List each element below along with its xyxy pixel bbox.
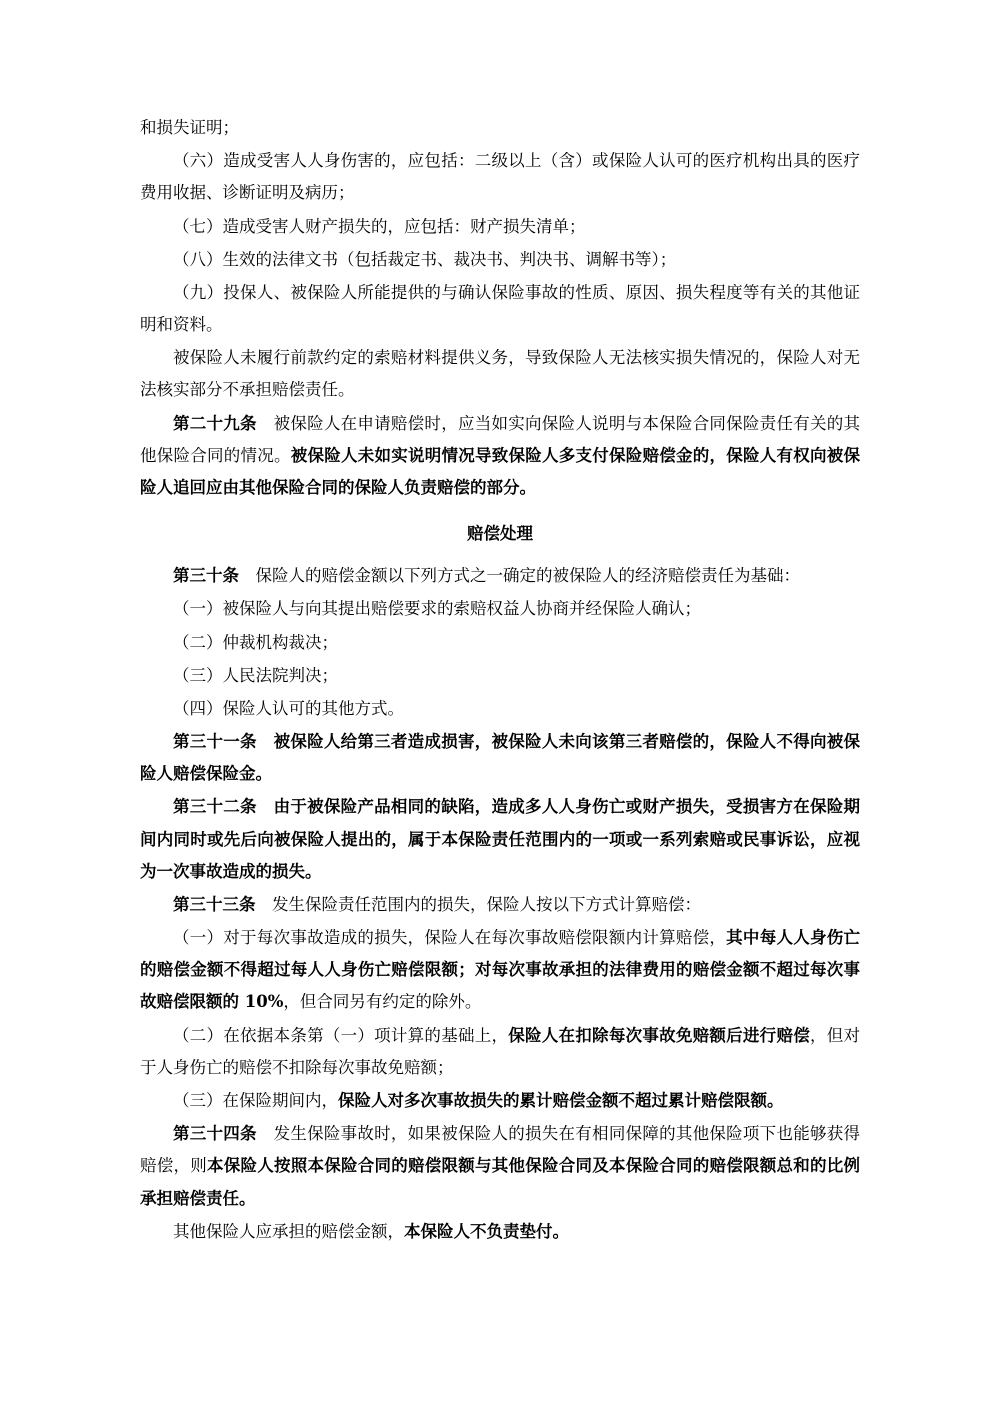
paragraph xyxy=(140,244,860,276)
paragraph xyxy=(140,277,860,341)
emphasis-text: 被保险人未如实说明情况导致保险人多支付保险赔偿金的，保险人有权向被保险人追回应由其他保险合同的保险人负责赔偿的部分。 xyxy=(140,445,860,497)
document-body xyxy=(140,112,860,1248)
emphasis-text: 赔偿处理 xyxy=(467,524,533,544)
body-text: 其他保险人应承担的赔偿金额， xyxy=(173,1221,404,1241)
paragraph xyxy=(140,922,860,1019)
body-text: ，但对于人身伤亡的赔偿不扣除每次事故免赔额； xyxy=(140,1025,861,1077)
body-text: （七）造成受害人财产损失的，应包括：财产损失清单； xyxy=(173,216,586,236)
paragraph xyxy=(140,342,860,406)
paragraph xyxy=(140,726,860,790)
body-text: （一）对于每次事故造成的损失，保险人在每次事故赔偿限额内计算赔偿， xyxy=(173,928,727,948)
paragraph xyxy=(140,560,860,592)
body-text: （三）人民法院判决； xyxy=(173,665,338,685)
paragraph xyxy=(140,660,860,692)
emphasis-text: 第二十九条 xyxy=(173,413,257,433)
paragraph xyxy=(140,1085,860,1117)
paragraph xyxy=(140,889,860,921)
paragraph xyxy=(140,408,860,505)
body-text: 发生保险责任范围内的损失，保险人按以下方式计算赔偿： xyxy=(255,894,701,914)
body-text: 发生保险事故时，如果被保险人的损失在有相同保障的其他保险项下也能够获得赔偿，则 xyxy=(140,1124,860,1176)
emphasis-text: 本保险人不负责垫付。 xyxy=(404,1221,569,1241)
body-text: （一）被保险人与向其提出赔偿要求的索赔权益人协商并经保险人确认； xyxy=(173,599,701,619)
emphasis-text: 第三十一条 xyxy=(173,732,257,752)
paragraph xyxy=(140,593,860,625)
emphasis-text: 保险人对多次事故损失的累计赔偿金额不超过累计赔偿限额。 xyxy=(338,1090,784,1110)
body-text: （八）生效的法律文书（包括裁定书、裁决书、判决书、调解书等）； xyxy=(173,249,677,269)
emphasis-text: 保险人在扣除每次事故免赔额后进行赔偿 xyxy=(508,1025,810,1045)
emphasis-text: 其中每人人身伤亡的赔偿金额不得超过每人人身伤亡赔偿限额；对每次事故承担的法律费用的赔偿金额不超过每次事故赔偿限额的 10% xyxy=(140,928,861,1012)
paragraph xyxy=(140,791,860,888)
body-text: （六）造成受害人人身伤害的，应包括：二级以上（含）或保险人认可的医疗机构出具的医疗费用收据、诊断证明及病历； xyxy=(140,151,860,203)
body-text: （九）投保人、被保险人所能提供的与确认保险事故的性质、原因、损失程度等有关的其他证明和资料。 xyxy=(140,282,860,335)
paragraph xyxy=(140,627,860,659)
paragraph xyxy=(140,1216,860,1248)
emphasis-text: 第三十三条 xyxy=(173,894,256,914)
body-text: ，但合同另有约定的除外。 xyxy=(283,992,482,1012)
body-text: 被保险人在申请赔偿时，应当如实向保险人说明与本保险合同保险责任有关的其他保险合同的情况。 xyxy=(140,413,860,465)
paragraph xyxy=(140,1020,860,1084)
paragraph xyxy=(140,1118,860,1215)
body-text: （四）保险人认可的其他方式。 xyxy=(173,698,404,718)
emphasis-text: 第三十条 xyxy=(173,566,239,586)
body-text: （三）在保险期间内， xyxy=(173,1090,338,1110)
emphasis-text: 被保险人给第三者造成损害，被保险人未向该第三者赔偿的，保险人不得向被保险人赔偿保险金。 xyxy=(140,732,860,784)
section-heading xyxy=(140,518,860,550)
paragraph xyxy=(140,693,860,725)
body-text: 被保险人未履行前款约定的索赔材料提供义务，导致保险人无法核实损失情况的，保险人对无法核实部分不承担赔偿责任。 xyxy=(140,348,860,400)
body-text: （二）在依据本条第（一）项计算的基础上， xyxy=(173,1025,509,1045)
body-text: 保险人的赔偿金额以下列方式之一确定的被保险人的经济赔偿责任为基础： xyxy=(239,566,800,586)
paragraph xyxy=(140,112,860,144)
body-text: （二）仲裁机构裁决； xyxy=(173,632,338,652)
emphasis-text: 第三十四条 xyxy=(173,1124,257,1144)
paragraph xyxy=(140,211,860,243)
emphasis-text: 第三十二条 xyxy=(173,797,257,817)
paragraph xyxy=(140,145,860,209)
emphasis-text: 由于被保险产品相同的缺陷，造成多人人身伤亡或财产损失，受损害方在保险期间内同时或先后向被保险人提出的，属于本保险责任范围内的一项或一系列索赔或民事诉讼，应视为一次事故造成的损失。 xyxy=(140,797,860,881)
body-text: 和损失证明； xyxy=(140,118,239,137)
emphasis-text: 本保险人按照本保险合同的赔偿限额与其他保险合同及本保险合同的赔偿限额总和的比例承担赔偿责任。 xyxy=(140,1156,860,1208)
